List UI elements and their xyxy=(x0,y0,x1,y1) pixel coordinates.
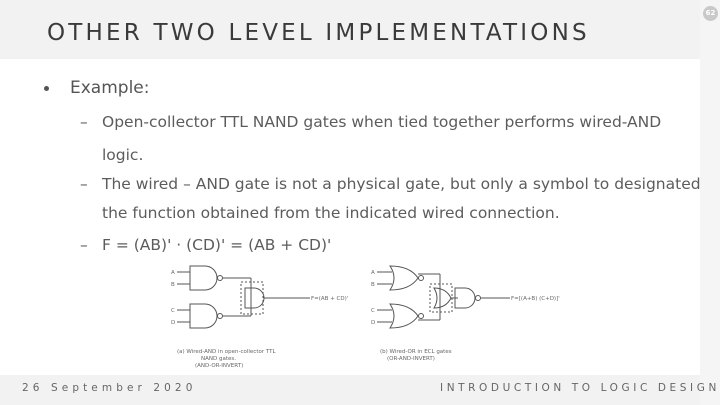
subbullet-line: Open-collector TTL NAND gates when tied together performs wired-AND xyxy=(102,113,662,131)
input-label: B xyxy=(171,282,175,288)
nand-gate-top xyxy=(190,266,217,290)
or-gate-bottom xyxy=(390,304,418,328)
wired-and-box xyxy=(241,282,263,314)
or-gate-top xyxy=(390,266,418,290)
nor-bubble-bottom xyxy=(419,314,424,319)
output-label: F=(AB + CD)' xyxy=(311,296,349,302)
output-label: F=[(A+B) (C+D)]' xyxy=(511,296,560,302)
input-label: C xyxy=(371,308,375,314)
figure-a-gates xyxy=(177,266,310,328)
logic-diagram-svg xyxy=(165,262,565,374)
figure-b-gates xyxy=(377,266,510,328)
nand-bubble-final xyxy=(476,296,481,301)
caption-line: (a) Wired-AND in open-collector TTL xyxy=(177,349,276,355)
subbullet-line: F = (AB)' · (CD)' = (AB + CD)' xyxy=(102,236,332,254)
wired-or-box xyxy=(430,284,452,312)
subbullet-line: The wired – AND gate is not a physical gate, but only a symbol to designated xyxy=(102,175,701,193)
input-label: B xyxy=(371,282,375,288)
wired-and-symbol xyxy=(245,288,264,308)
nand-bubble-top xyxy=(218,276,223,281)
dash: – xyxy=(80,113,88,131)
caption-line: NAND gates. xyxy=(201,356,236,362)
footer-date: 26 September 2020 xyxy=(22,382,197,394)
subbullet-line: the function obtained from the indicated wired connection. xyxy=(102,204,560,222)
caption-line: (AND-OR-INVERT) xyxy=(195,363,244,369)
subbullet-line: logic. xyxy=(102,146,144,164)
bullet-example: Example: xyxy=(70,78,150,98)
page-number-column xyxy=(700,0,720,405)
footer-course: INTRODUCTION TO LOGIC DESIGN xyxy=(440,382,720,394)
input-label: C xyxy=(171,308,175,314)
page-number: 62 xyxy=(703,6,718,21)
caption-line: (b) Wired-OR in ECL gates xyxy=(380,349,452,355)
slide-title: OTHER TWO LEVEL IMPLEMENTATIONS xyxy=(47,20,590,46)
bullet-dot xyxy=(44,86,49,91)
dash: – xyxy=(80,236,88,254)
input-label: A xyxy=(371,270,375,276)
dash: – xyxy=(80,175,88,193)
wired-or-symbol xyxy=(434,288,451,308)
nor-bubble-top xyxy=(419,276,424,281)
input-label: D xyxy=(171,320,176,326)
input-label: D xyxy=(371,320,376,326)
nand-gate-bottom xyxy=(190,304,217,328)
nand-bubble-bottom xyxy=(218,314,223,319)
logic-diagram xyxy=(165,262,565,378)
input-label: A xyxy=(171,270,175,276)
caption-line: (OR-AND-INVERT) xyxy=(387,356,435,362)
